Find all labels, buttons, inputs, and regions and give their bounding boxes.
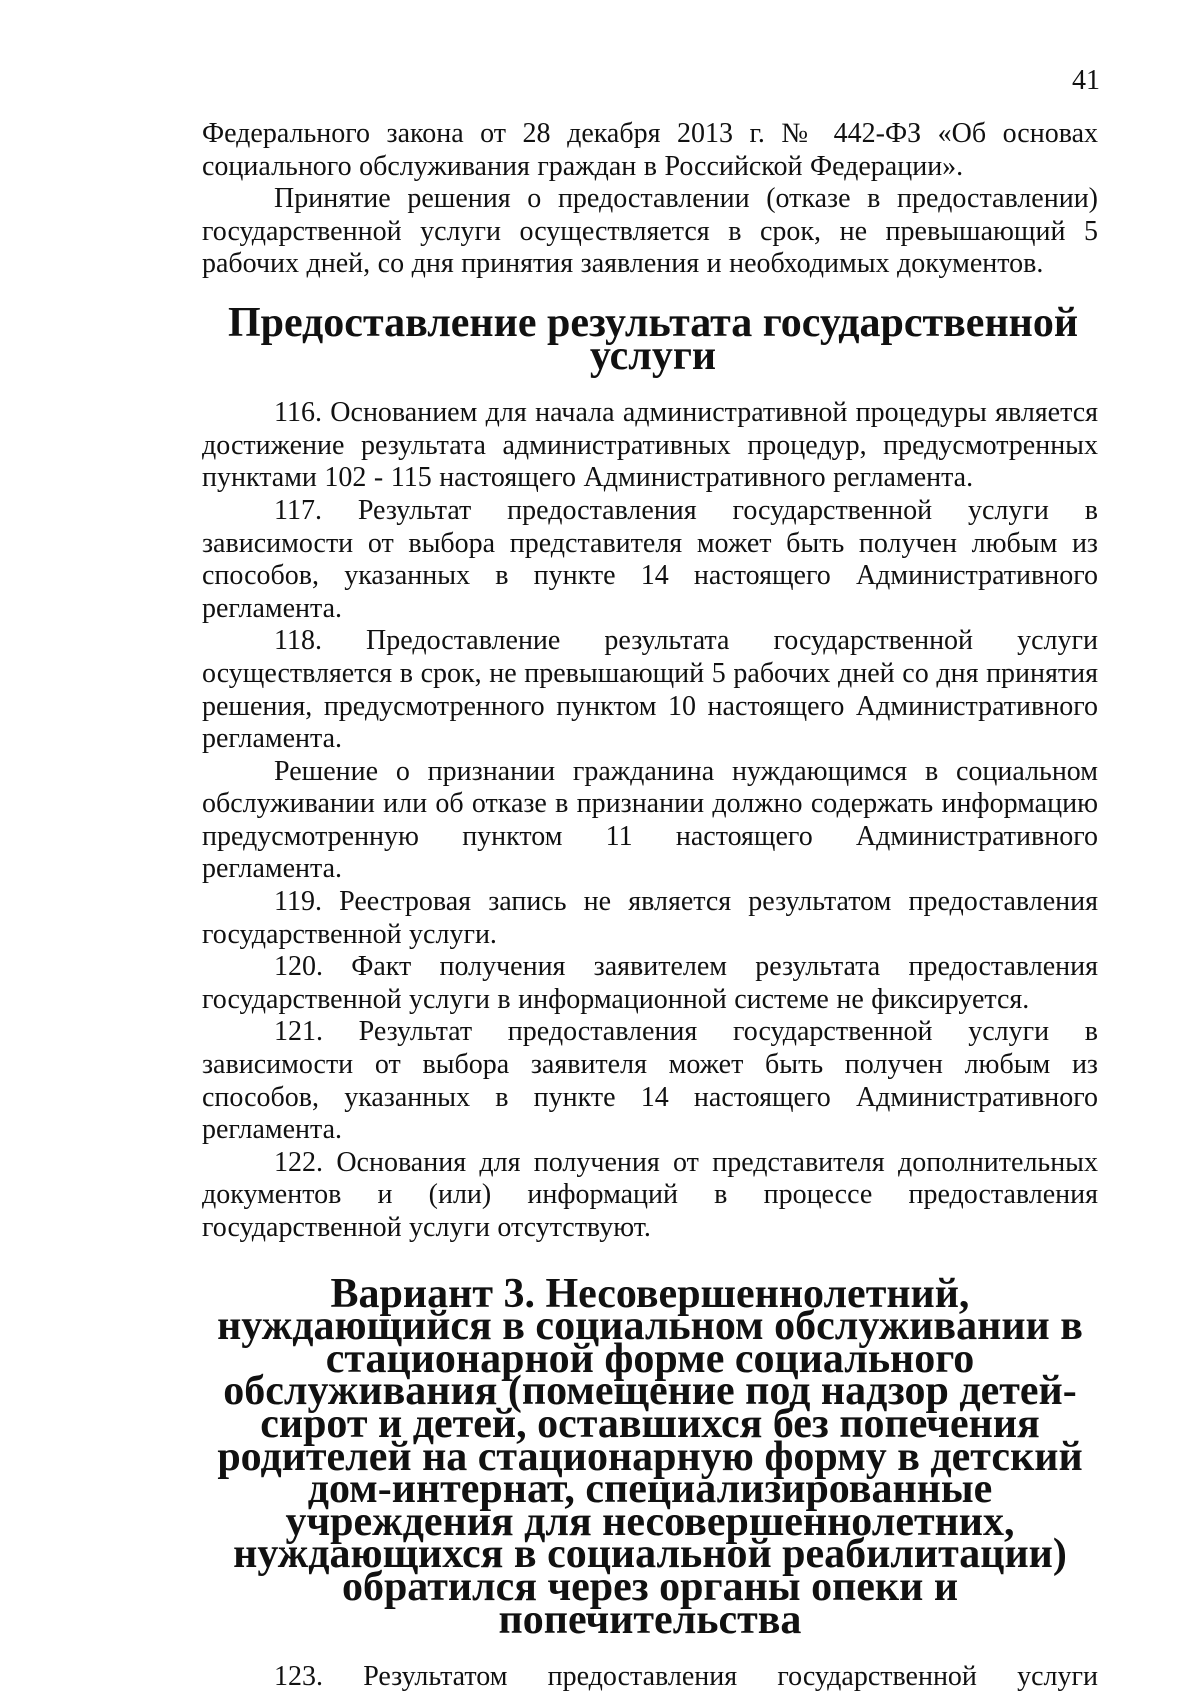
paragraph-117: 117. Результат предоставления государственной услуги в зависимости от выбора представителя может быть получен любым из способов, указанных в пункте 14 настоящего Административного регламента. xyxy=(202,494,1098,624)
page-number: 41 xyxy=(1072,65,1100,96)
paragraph-118: 118. Предоставление результата государственной услуги осуществляется в срок, не превышающий 5 рабочих дней со дня принятия решения, предусмотренного пунктом 10 настоящего Административного регламента. xyxy=(202,625,1098,755)
paragraph-122: 122. Основания для получения от представителя дополнительных документов и (или) информаций в процессе предоставления государственной услуги отсутствуют. xyxy=(202,1146,1098,1243)
paragraph-121: 121. Результат предоставления государственной услуги в зависимости от выбора заявителя может быть получен любым из способов, указанных в пункте 14 настоящего Административного регламента. xyxy=(202,1016,1098,1146)
paragraph-123: 123. Результатом предоставления государственной услуги xyxy=(274,1661,1098,1693)
document-body xyxy=(202,118,1098,1694)
paragraph-law-reference: Федерального закона от 28 декабря 2013 г. № 442-ФЗ «Об основах социального обслуживания граждан в Российской Федерации». xyxy=(202,118,1098,182)
paragraph-120: 120. Факт получения заявителем результата предоставления государственной услуги в информационной системе не фиксируется. xyxy=(202,951,1098,1015)
variant-heading: Вариант 3. Несовершеннолетний, нуждающийся в социальном обслуживании в стационарной форме социального обслуживания (помещение под надзор детей-сирот и детей, оставшихся без попечения родителей на стационарную форму в детский дом-интернат, специализированные учреждения для несовершеннолетних, нуждающихся в социальной реабилитации) обратился через органы опеки и попечительства xyxy=(217,1270,1083,1643)
paragraph-119: 119. Реестровая запись не является результатом предоставления государственной услуги. xyxy=(202,886,1098,950)
paragraph-116: 116. Основанием для начала административной процедуры является достижение результата административных процедур, предусмотренных пунктами 102 - 115 настоящего Административного регламента. xyxy=(202,397,1098,494)
section-heading: Предоставление результата государственной услуги xyxy=(227,299,1079,379)
paragraph-decision-content: Решение о признании гражданина нуждающимся в социальном обслуживании или об отказе в признании должно содержать информацию предусмотренную пунктом 11 настоящего Административного регламента. xyxy=(202,755,1098,885)
paragraph-decision-deadline: Принятие решения о предоставлении (отказе в предоставлении) государственной услуги осуществляется в срок, не превышающий 5 рабочих дней, со дня принятия заявления и необходимых документов. xyxy=(202,183,1098,280)
